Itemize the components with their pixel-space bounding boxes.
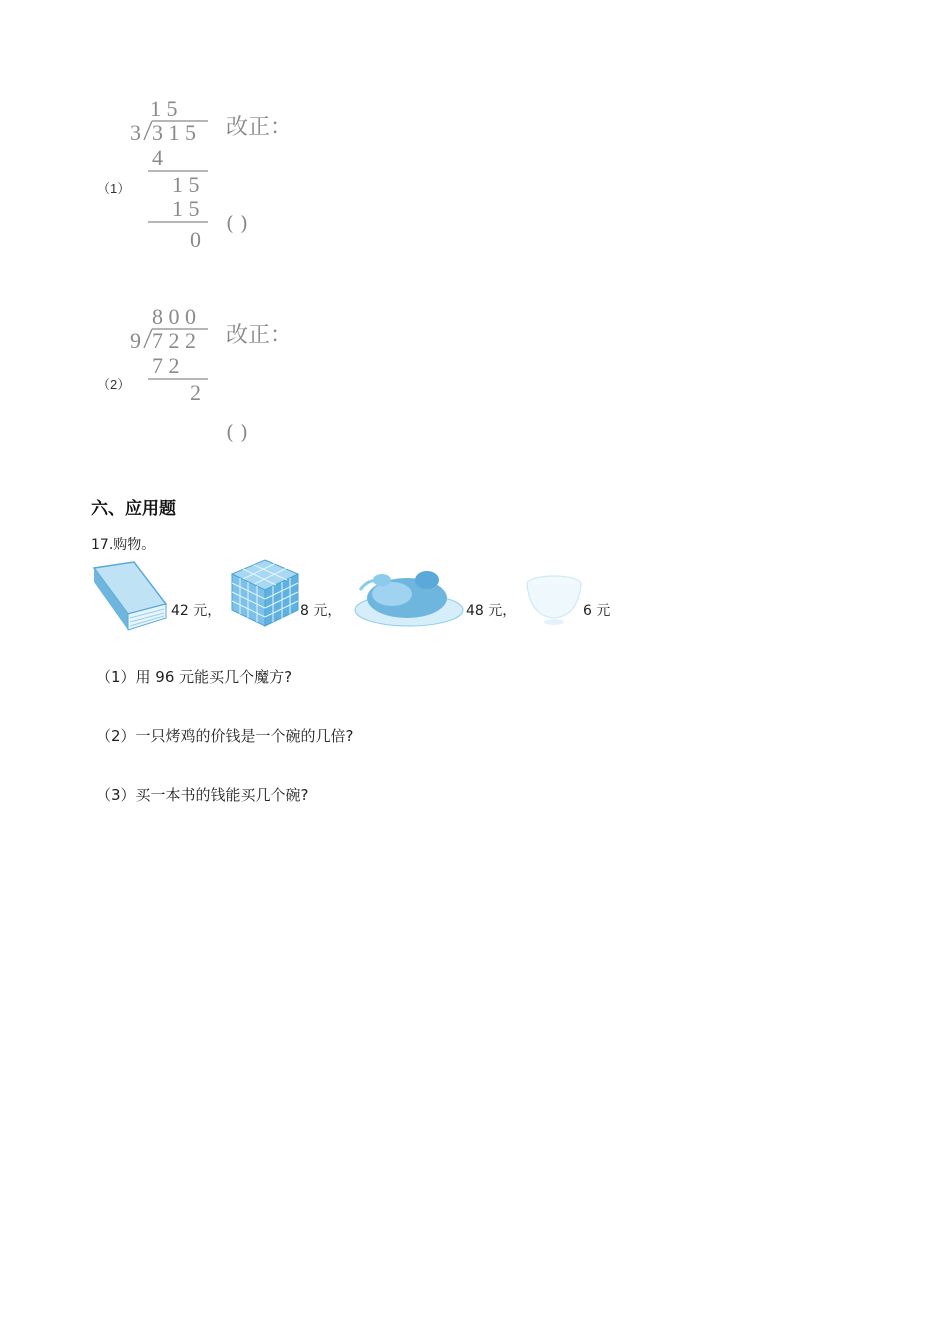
quotient-2: 8 0 0 — [152, 304, 196, 329]
step-1-2: 1 5 — [172, 172, 200, 197]
divisor-2: 9 — [130, 328, 141, 353]
divisor-1: 3 — [130, 120, 141, 145]
rubiks-cube-icon — [228, 556, 302, 630]
sub-question-1: （1）用 96 元能买几个魔方? — [96, 668, 293, 686]
section-title: 六、应用题 — [91, 499, 176, 519]
answer-paren-2[interactable]: ( ) — [226, 420, 248, 444]
answer-paren-1[interactable]: ( ) — [226, 211, 248, 235]
dividend-1: 3 1 5 — [152, 120, 196, 145]
step-1-4: 0 — [190, 227, 201, 250]
sub-question-2: （2）一只烤鸡的价钱是一个碗的几倍? — [96, 727, 354, 745]
bowl-icon — [524, 572, 584, 628]
step-2-1: 7 2 — [152, 353, 180, 378]
problem-2-label: （2） — [97, 377, 131, 392]
quotient-1: 1 5 — [150, 96, 178, 121]
question-title: 17.购物。 — [91, 537, 156, 553]
step-1-3: 1 5 — [172, 196, 200, 221]
roast-chicken-icon — [352, 560, 466, 632]
cube-price: 8 元， — [300, 603, 342, 619]
correction-label-1: 改正： — [226, 115, 293, 140]
book-price: 42 元， — [171, 603, 222, 619]
sub-question-3: （3）买一本书的钱能买几个碗? — [96, 786, 309, 804]
correction-label-2: 改正： — [226, 323, 293, 348]
long-division-2 — [122, 300, 222, 410]
long-division-1 — [122, 92, 222, 250]
dividend-2: 7 2 2 — [152, 328, 196, 353]
chicken-price: 48 元， — [466, 603, 517, 619]
book-icon — [88, 560, 170, 634]
step-1-1: 4 — [152, 145, 163, 170]
step-2-2: 2 — [190, 380, 201, 405]
problem-1-label: （1） — [97, 181, 131, 196]
bowl-price: 6 元 — [583, 603, 611, 619]
